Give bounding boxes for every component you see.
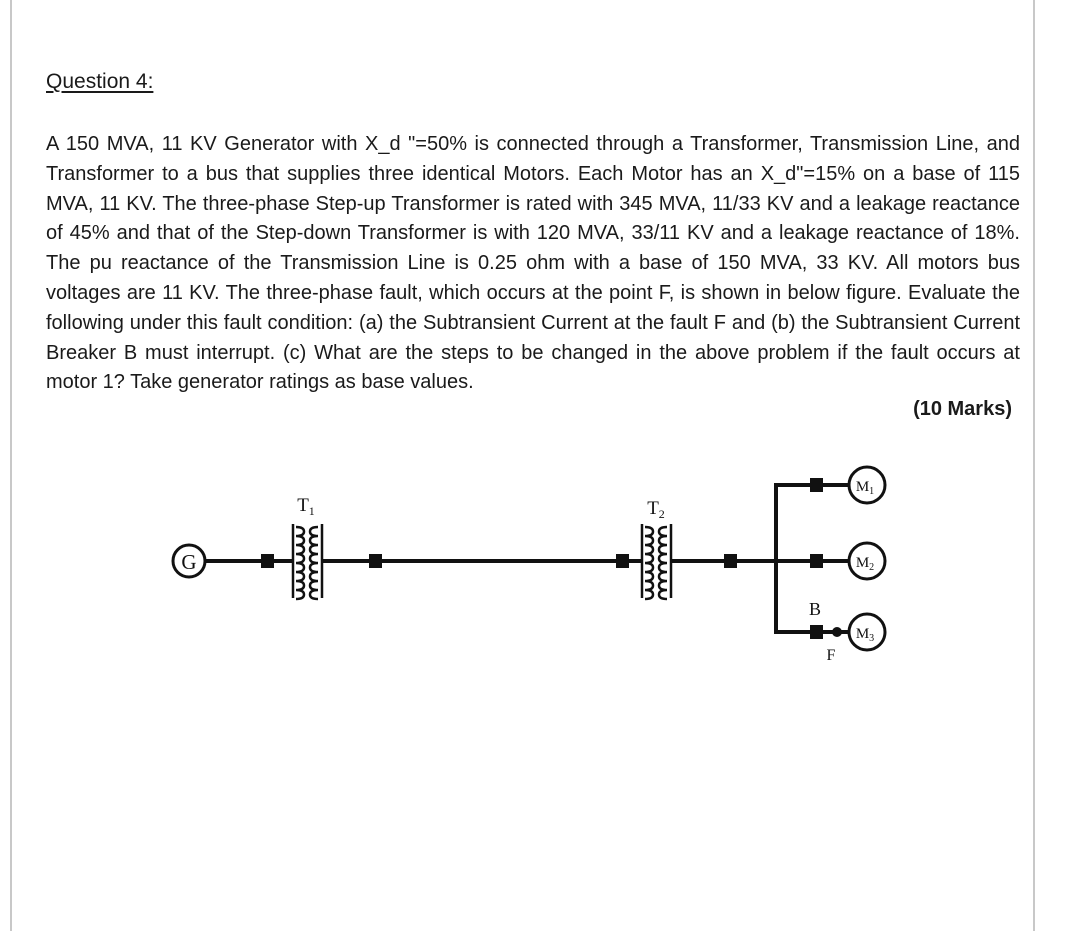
motor-m1-label: $M_1$ <box>855 479 875 497</box>
fault-f-label: F <box>826 647 836 664</box>
breaker-line-t2 <box>616 554 629 568</box>
breaker-b-label: B <box>808 599 822 619</box>
motor-m2-label: $M_2$ <box>855 555 875 573</box>
breaker-m1 <box>810 478 823 492</box>
question-body: A 150 MVA, 11 KV Generator with X_d "=50% is connected through a Transformer, Transmission Line, and Transformer to a bus that supplies three identical Motors. Each Motor has an X_d"=15% on a base of 115 MVA, 11 KV. The three-phase Step-up Transformer is rated with 345 MVA, 11/33 KV and a leakage reactance of 45% and that of the Step-down Transformer is with 120 MVA, 33/11 KV and a leakage reactance of 18%. The pu reactance of the Transmission Line is 0.25 ohm with a base of 150 MVA, 33 KV. All motors bus voltages are 11 KV. The three-phase fault, which occurs at the point F, is shown in below figure. Evaluate the following under this fault condition: (a) the Subtransient Current at the fault F and (b) the Subtransient Current Breaker B must interrupt. (c) What are the steps to be changed in the above problem if the fault occurs at motor 1? Take generator ratings as base values. <box>46 133 1020 394</box>
question-title: Question 4: <box>46 70 154 93</box>
breaker-gen-side <box>261 554 274 568</box>
generator-label: G <box>181 550 197 574</box>
transformer-t2-label: $T_2$ <box>647 498 665 521</box>
fault-point <box>832 627 842 637</box>
breaker-t1-line <box>369 554 382 568</box>
breaker-b <box>810 625 823 639</box>
transformer-t1-label: $T_1$ <box>297 495 315 518</box>
transformer-t1-symbol <box>293 524 322 599</box>
breaker-m2 <box>810 554 823 568</box>
transformer-t2-symbol <box>642 524 671 599</box>
breaker-t2-bus <box>724 554 737 568</box>
marks-label: (10 Marks) <box>913 398 1012 420</box>
motor-m3-label: $M_3$ <box>855 626 875 644</box>
